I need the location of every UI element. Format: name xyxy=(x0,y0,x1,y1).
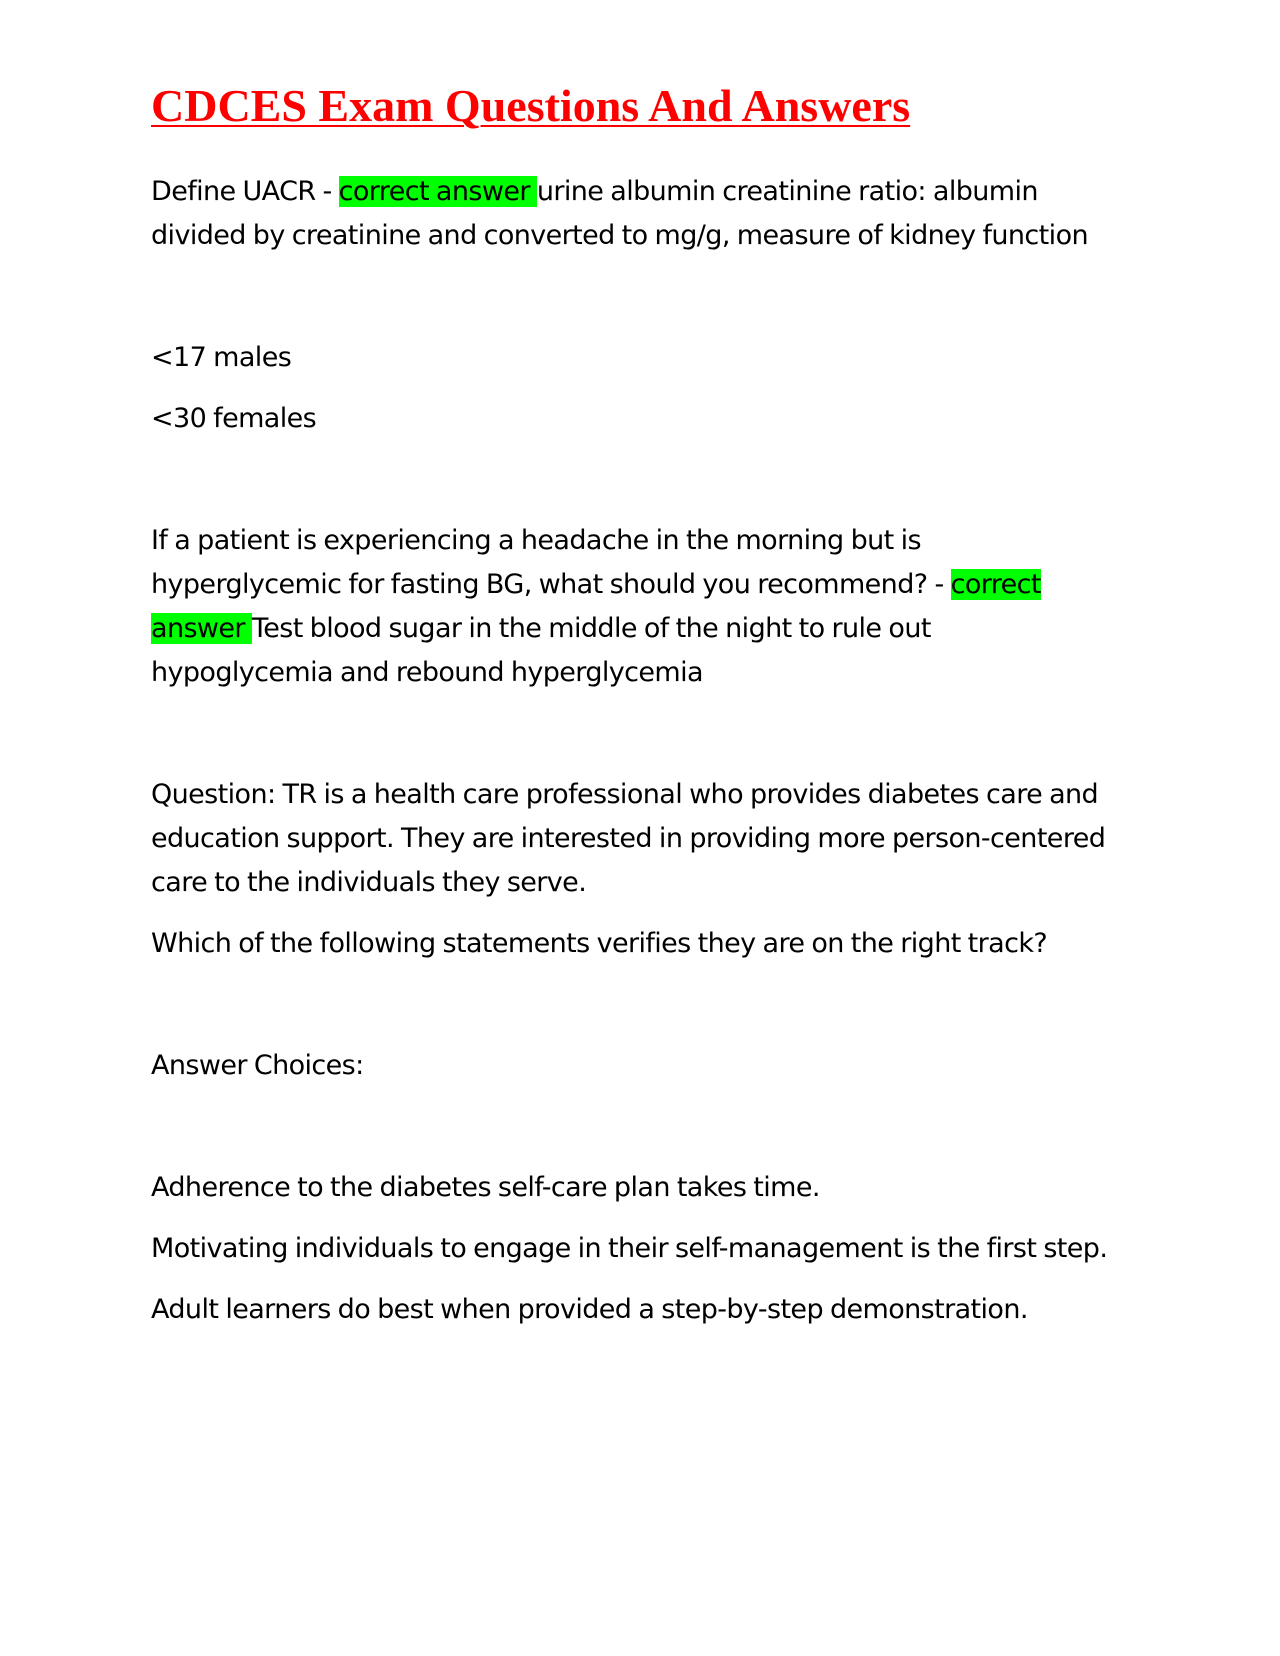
correct-answer-highlight: correct answer xyxy=(338,176,537,207)
question-headache-prefix: If a patient is experiencing a headache in the morning but is hyperglycemic for fasting BG, what should you recommend? - xyxy=(151,525,951,600)
question-uacr xyxy=(151,170,1111,258)
answer-choice: Adult learners do best when provided a step-by-step demonstration. xyxy=(151,1294,1028,1325)
document-title: CDCES Exam Questions And Answers xyxy=(151,80,911,131)
question-uacr-prefix: Define UACR - xyxy=(151,176,339,207)
question-person-centered-prompt: Which of the following statements verifies they are on the right track? xyxy=(151,928,1048,959)
question-uacr-answer: urine albumin creatinine ratio: albumin divided by creatinine and converted to mg/g, measure of kidney function xyxy=(151,176,1089,251)
document-body xyxy=(151,72,1111,1349)
question-headache-answer: Test blood sugar in the middle of the night to rule out hypoglycemia and rebound hyperglycemia xyxy=(151,613,931,688)
uacr-female-range: <30 females xyxy=(151,403,317,434)
answer-choices-label: Answer Choices: xyxy=(151,1050,364,1081)
correct-answer-highlight: correct answer xyxy=(151,569,1041,644)
question-person-centered-stem: Question: TR is a health care professional who provides diabetes care and education support. They are interested in providing more person-centered care to the individuals they serve. xyxy=(151,779,1106,898)
uacr-male-range: <17 males xyxy=(151,342,292,373)
answer-choice: Adherence to the diabetes self-care plan takes time. xyxy=(151,1172,820,1203)
question-headache xyxy=(151,519,1111,695)
answer-choice: Motivating individuals to engage in their self-management is the first step. xyxy=(151,1233,1108,1264)
